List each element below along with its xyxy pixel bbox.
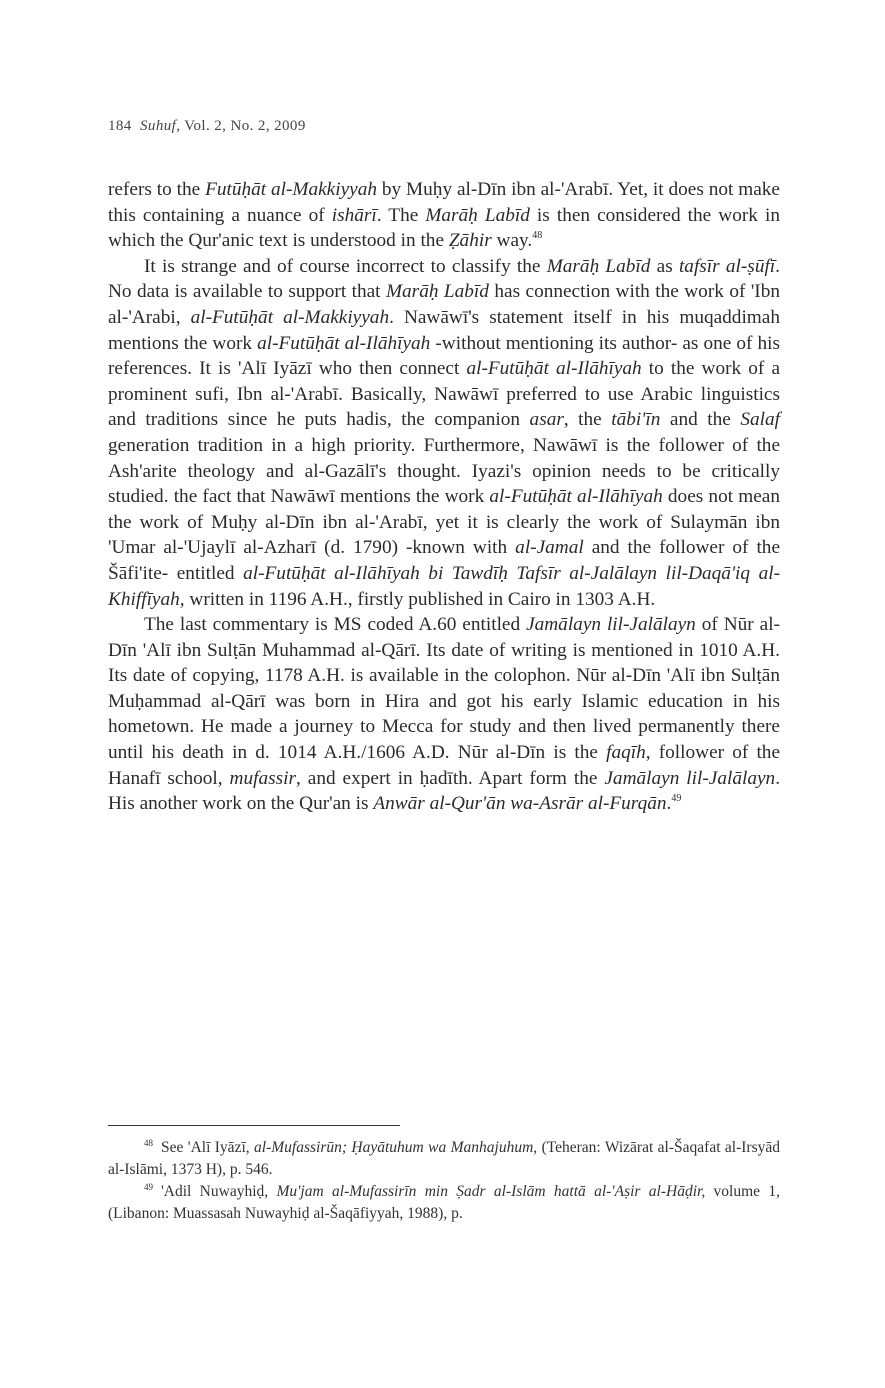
italic-term: asar <box>529 409 564 431</box>
text-run: It is strange and of course incorrect to classify the <box>144 255 547 277</box>
italic-term: Salaf <box>740 409 780 431</box>
journal-volume: , Vol. 2, No. 2, 2009 <box>176 118 306 134</box>
text-run: The last commentary is MS coded A.60 entitled <box>144 614 527 636</box>
italic-term: Marāḥ Labīd <box>546 255 651 277</box>
italic-term: ishārī <box>331 204 377 226</box>
text-run: by Muḥy al-Dīn ibn al-'Arabī. Yet, it does not make this containing a nuance of <box>108 179 780 226</box>
text-run: See 'Alī Iyāzī, <box>161 1139 255 1156</box>
text-run: has connection with the work of 'Ibn al-'Arabi, <box>108 281 781 328</box>
text-run: volume 1, (Libanon: Muassasah Nuwayhiḍ al-Šaqāfiyyah, 1988), p. <box>108 1183 780 1222</box>
paragraph-2 <box>108 254 780 612</box>
body-text <box>108 177 780 817</box>
italic-term: Marāḥ Labīd <box>385 281 489 303</box>
text-run: refers to the <box>108 179 206 200</box>
footnote-number: 49 <box>144 1182 153 1192</box>
text-run: and the <box>660 409 741 431</box>
footnote-number: 48 <box>144 1138 153 1148</box>
text-run: , and expert in ḥadīth. Apart form the <box>295 767 605 789</box>
text-run: . The <box>376 204 426 226</box>
text-run: as <box>650 255 679 277</box>
text-run: (Teheran: Wizārat al-Šaqafat al-Irsyād al-Islāmi, 1373 H), p. 546. <box>108 1139 780 1178</box>
italic-term: al-Futūḥāt al-Ilāhīyah <box>489 486 663 508</box>
paragraph-3 <box>108 612 780 817</box>
italic-term: al-Futūḥāt al-Ilāhīyah <box>257 332 431 354</box>
page-number: 184 <box>108 118 132 134</box>
italic-term: al-Futūḥāt al-Makkiyyah <box>190 306 390 328</box>
text-run: way. <box>491 230 533 252</box>
text-run: generation tradition in a high priority. Furthermore, Nawāwī is the follower of the Ash'arite theology and al-Gazālī's thought. Iyazi's opinion needs to be critically studied. the fact that Nawāwī mentions the work <box>108 434 780 508</box>
text-run: , written in 1196 A.H., firstly published in Cairo in 1303 A.H. <box>179 588 656 610</box>
text-run: , follower of the Hanafī school, <box>108 742 780 789</box>
text-run: of Nūr al-Dīn 'Alī ibn Sulṭān Muhammad al-Qārī. Its date of writing is mentioned in 1010 A.H. Its date of copying, 1178 A.H. is available in the colophon. Nūr al-Dīn 'Alī ibn Sulṭān Muḥammad al-Qārī was born in Hira and got his early Islamic education in his hometown. He made a journey to Mecca for study and then lived permanently there until his death in d. 1014 A.H./1606 A.D. Nūr al-Dīn is the <box>108 614 780 764</box>
text-run: , the <box>563 409 612 431</box>
text-run: -without mentioning its author- as one of his references. It is 'Alī Iyāzī who then connect <box>108 332 781 380</box>
footnote-ref-48[interactable]: 48 <box>532 230 543 242</box>
text-run: . His another work on the Qur'an is <box>108 767 781 815</box>
italic-term: Anwār al-Qur'ān wa-Asrār al-Furqān <box>373 793 667 815</box>
footnote-divider <box>108 1125 400 1126</box>
italic-term: al-Futūḥāt al-Ilāhīyah bi Tawdīḥ Tafsīr al-Jalālayn lil-Daqā'iq al-Khiffīyah <box>108 562 780 610</box>
text-run: . No data is available to support that <box>108 255 780 303</box>
footnote-49 <box>108 1181 780 1225</box>
text-run: to the work of a prominent sufi, Ibn al-'Arabī. Basically, Nawāwī preferred to use Arabic linguistics and traditions since he puts hadis, the companion <box>108 358 780 431</box>
italic-term: tābi'īn <box>611 409 661 431</box>
italic-term: Jamālayn lil-Jalālayn <box>604 767 776 789</box>
italic-term: mufassir <box>229 767 296 789</box>
text-run: is then considered the work in which the Qur'anic text is understood in the <box>108 204 780 252</box>
italic-term: al-Jamal <box>515 537 584 559</box>
text-run: and the follower of the Šāfi'ite- entitled <box>108 537 781 584</box>
italic-term: faqīh <box>606 742 646 764</box>
text-run: . Nawāwī's statement itself in his muqaddimah mentions the work <box>108 306 780 354</box>
text-run: 'Adil Nuwayhiḍ, <box>161 1183 277 1200</box>
italic-term: al-Futūḥāt al-Ilāhīyah <box>466 358 642 380</box>
footnote-48 <box>108 1137 780 1181</box>
text-run: . <box>666 793 672 815</box>
italic-term: Jamālayn lil-Jalālayn <box>526 614 696 636</box>
paragraph-1 <box>108 177 780 254</box>
footnotes <box>108 1137 780 1225</box>
italic-term: tafsīr al-ṣūfī <box>678 255 776 277</box>
italic-term: Futūḥāt al-Makkiyyah <box>205 179 377 200</box>
footnote-ref-49[interactable]: 49 <box>671 793 682 805</box>
italic-term: Marāḥ Labīd <box>425 204 530 226</box>
italic-title: al-Mufassirūn; Ḥayātuhum wa Manhajuhum, <box>254 1139 538 1156</box>
italic-term: Ẓāhir <box>448 230 492 252</box>
text-run: does not mean the work of Muḥy al-Dīn ibn al-'Arabī, yet it is clearly the work of Sulaymān ibn 'Umar al-'Ujaylī al-Azharī (d. 1790) -known with <box>108 486 780 559</box>
journal-title: Suhuf <box>140 118 177 134</box>
running-head <box>108 118 306 135</box>
italic-title: Mu'jam al-Mufassirīn min Ṣadr al-Islām hattā al-'Aṣir al-Hāḍir, <box>276 1183 706 1200</box>
